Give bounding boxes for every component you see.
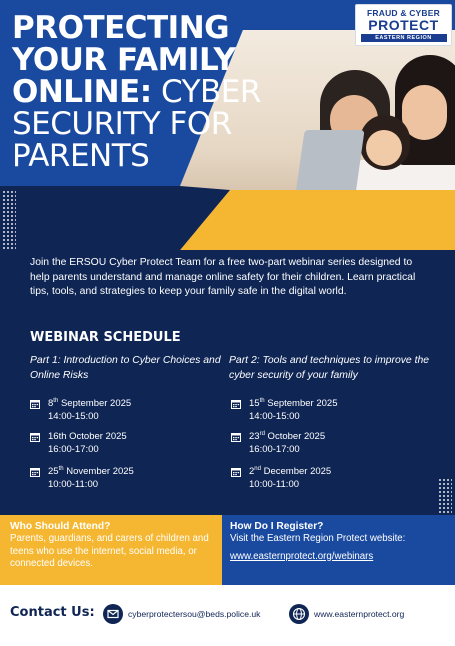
part-1-title: Part 1: Introduction to Cyber Choices and Online Risks (30, 355, 221, 381)
session-date: 8th September 2025 (48, 397, 132, 409)
email-icon (103, 604, 123, 624)
calendar-icon (30, 399, 40, 409)
logo-line-3: EASTERN REGION (361, 34, 447, 42)
fraud-cyber-protect-logo (355, 4, 452, 46)
title-line-4: SECURITY FOR (12, 106, 232, 142)
title-line-3-bold: ONLINE: (12, 74, 152, 110)
contact-email[interactable]: cyberprotectersou@beds.police.uk (128, 609, 261, 619)
calendar-icon (30, 432, 40, 442)
session-time: 10:00-11:00 (48, 478, 99, 490)
intro-paragraph: Join the ERSOU Cyber Protect Team for a free two-part webinar series designed to help parents understand and manage online safety for their children. Learn practical tips, tools, and strategies to keep your family safe in the digital world. (30, 257, 416, 297)
contact-label: Contact Us: (10, 605, 95, 620)
session-time: 16:00-17:00 (249, 443, 300, 455)
calendar-icon (231, 399, 241, 409)
part-2-title: Part 2: Tools and techniques to improve the cyber security of your family (229, 355, 430, 381)
logo-line-2: PROTECT (368, 17, 439, 33)
schedule-heading: WEBINAR SCHEDULE (30, 330, 181, 345)
how-heading: How Do I Register? (230, 521, 324, 532)
webinars-link[interactable]: www.easternprotect.org/webinars (230, 550, 374, 562)
title-line-2: YOUR FAMILY (12, 42, 236, 78)
page-title (12, 12, 282, 172)
how-to-register-box (222, 515, 455, 585)
title-line-1: PROTECTING (12, 10, 230, 46)
logo-line-1: FRAUD & CYBER (367, 8, 440, 18)
title-line-5: PARENTS (12, 138, 150, 174)
dot-pattern-left (2, 190, 16, 250)
session-date: 15th September 2025 (249, 397, 338, 409)
calendar-icon (231, 467, 241, 477)
who-body: Parents, guardians, and carers of children and teens who use the internet, social media, or connected devices. (10, 533, 209, 569)
who-should-attend-box (0, 515, 222, 585)
session-date: 25th November 2025 (48, 465, 134, 477)
session-date: 2nd December 2025 (249, 465, 332, 477)
session-time: 10:00-11:00 (249, 478, 300, 490)
who-heading: Who Should Attend? (10, 521, 111, 532)
session-time: 16:00-17:00 (48, 443, 99, 455)
contact-bar (0, 585, 455, 646)
calendar-icon (231, 432, 241, 442)
title-line-3-light: CYBER (151, 74, 261, 110)
title-line-3 (12, 76, 282, 108)
session-time: 14:00-15:00 (48, 410, 99, 422)
contact-website[interactable]: www.easternprotect.org (314, 609, 405, 619)
session-time: 14:00-15:00 (249, 410, 300, 422)
hero-section (0, 0, 455, 250)
session-date: 23rd October 2025 (249, 430, 326, 442)
how-body: Visit the Eastern Region Protect website: (230, 533, 406, 544)
globe-icon (289, 604, 309, 624)
session-date: 16th October 2025 (48, 431, 127, 442)
calendar-icon (30, 467, 40, 477)
